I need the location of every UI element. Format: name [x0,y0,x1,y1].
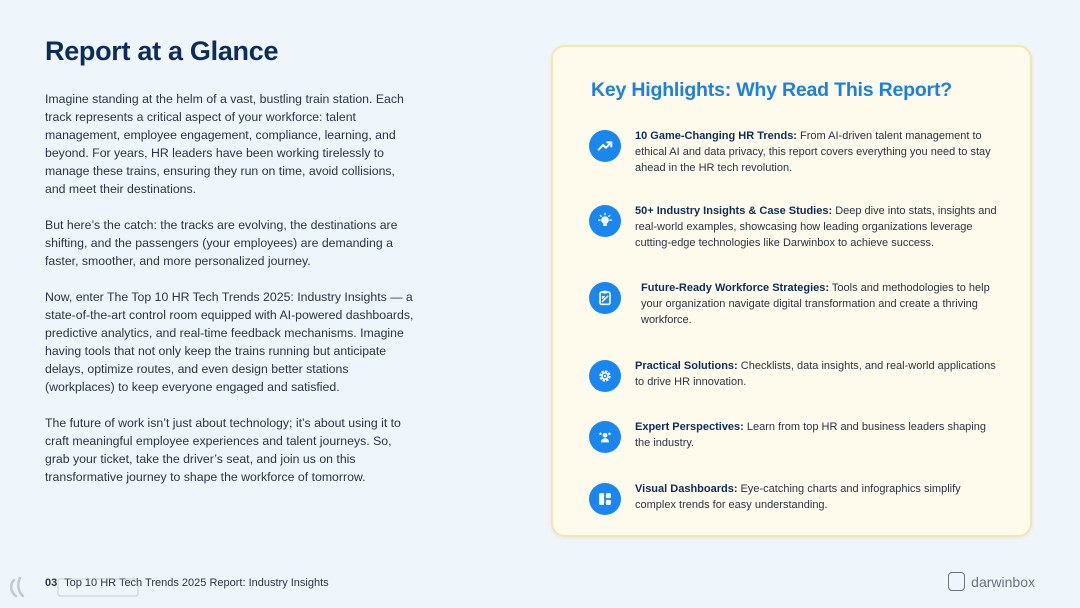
highlight-heading: 50+ Industry Insights & Case Studies: [635,205,833,217]
highlight-item [589,482,999,515]
lightbulb-icon [589,205,621,237]
intro-paragraph: The future of work isn’t just about technology; it’s about using it to craft meaningful employee experiences and talent journeys. So, grab your ticket, take the driver’s seat, and join us on this transformative journey to shape the workforce of tomorrow. [45,416,401,484]
expert-icon [589,421,621,453]
trend-up-icon [589,130,621,162]
dashboard-icon [589,483,621,515]
highlight-heading: Expert Perspectives: [635,421,744,433]
highlight-text [635,482,999,514]
key-highlights-card [551,45,1032,537]
highlight-description: Learn from top HR and business leaders shaping the industry. [635,421,986,449]
highlight-item [589,281,999,328]
highlight-description: Tools and methodologies to help your organization navigate digital transformation and create a thriving workforce. [641,282,990,326]
highlight-item [589,204,999,251]
footer [45,577,329,589]
highlight-text [635,204,999,251]
highlight-text [635,129,999,176]
highlight-text [635,420,999,452]
highlight-heading: Practical Solutions: [635,360,738,372]
page-number: 03 [45,577,58,589]
footer-report-title: Top 10 HR Tech Trends 2025 Report: Industry Insights [64,577,329,589]
highlight-item [589,129,999,176]
highlight-description: Deep dive into stats, insights and real-world examples, showcasing how leading organizations leverage cutting-edge technologies like Darwinbox to achieve success. [635,205,997,249]
highlight-description: From AI-driven talent management to ethical AI and data privacy, this report covers everything you need to stay ahead in the HR tech revolution. [635,130,991,174]
highlight-text [635,359,999,391]
intro-paragraph: But here’s the catch: the tracks are evolving, the destinations are shifting, and the passengers (your employees) are demanding a faster, smoother, and more personalized journey. [45,218,398,268]
page-title: Report at a Glance [45,36,279,66]
highlights-title: Key Highlights: Why Read This Report? [591,79,952,101]
highlight-description: Eye-catching charts and infographics simplify complex trends for easy understanding. [635,483,961,511]
darwinbox-logo-icon [948,572,965,591]
intro-text [45,90,417,504]
highlight-description: Checklists, data insights, and real-world applications to drive HR innovation. [635,360,996,388]
intro-paragraph: Imagine standing at the helm of a vast, bustling train station. Each track represents a critical aspect of your workforce: talent management, employee engagement, compliance, learning, and beyond. For years, HR leaders have been working tirelessly to manage these trains, ensuring they run on time, avoid collisions, and meet their destinations. [45,92,404,196]
brand-logo [948,572,1035,591]
highlight-item [589,359,999,392]
highlight-text [641,281,999,328]
highlight-item [589,420,999,453]
gear-icon [589,360,621,392]
brand-name: darwinbox [971,573,1035,590]
highlight-heading: Future-Ready Workforce Strategies: [641,282,830,294]
strategy-board-icon [589,282,621,314]
intro-paragraph: Now, enter The Top 10 HR Tech Trends 2025: Industry Insights — a state-of-the-art control room equipped with AI-powered dashboards, predictive analytics, and real-time feedback mechanisms. Imagine having tools that not only keep the trains running but anticipate delays, optimize routes, and even design better stations (workplaces) to keep everyone engaged and satisfied. [45,290,414,394]
highlight-heading: Visual Dashboards: [635,483,738,495]
highlight-heading: 10 Game-Changing HR Trends: [635,130,797,142]
